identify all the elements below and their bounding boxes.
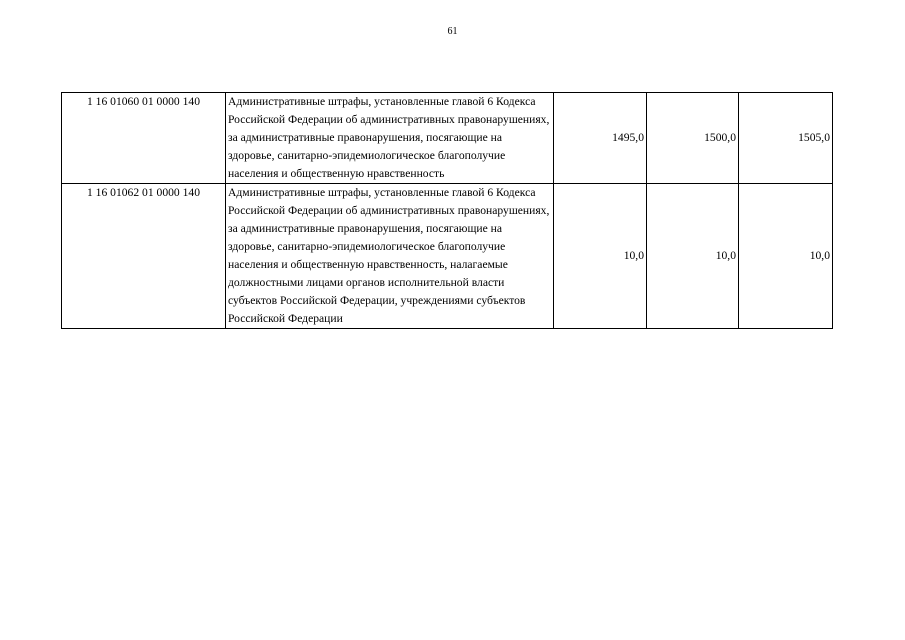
- revenue-table: [61, 92, 833, 329]
- page-number: 61: [447, 26, 458, 37]
- value-cell-year-3: 10,0: [739, 184, 833, 329]
- table-row: [62, 184, 833, 329]
- value-cell-year-2: 10,0: [647, 184, 739, 329]
- description-cell: Административные штрафы, установленные главой 6 Кодекса Российской Федерации об административных правонарушениях, за административные правонарушения, посягающие на здоровье, санитарно-эпидемиологическое благополучие населения и общественную нравственность, налагаемые должностными лицами органов исполнительной власти субъектов Российской Федерации, учреждениями субъектов Российской Федерации: [226, 184, 554, 329]
- budget-code-cell: 1 16 01060 01 0000 140: [62, 93, 226, 184]
- value-cell-year-2: 1500,0: [647, 93, 739, 184]
- value-cell-year-3: 1505,0: [739, 93, 833, 184]
- description-cell: Административные штрафы, установленные главой 6 Кодекса Российской Федерации об административных правонарушениях, за административные правонарушения, посягающие на здоровье, санитарно-эпидемиологическое благополучие населения и общественную нравственность: [226, 93, 554, 184]
- value-cell-year-1: 1495,0: [554, 93, 647, 184]
- value-cell-year-1: 10,0: [554, 184, 647, 329]
- table-row: [62, 93, 833, 184]
- budget-code-cell: 1 16 01062 01 0000 140: [62, 184, 226, 329]
